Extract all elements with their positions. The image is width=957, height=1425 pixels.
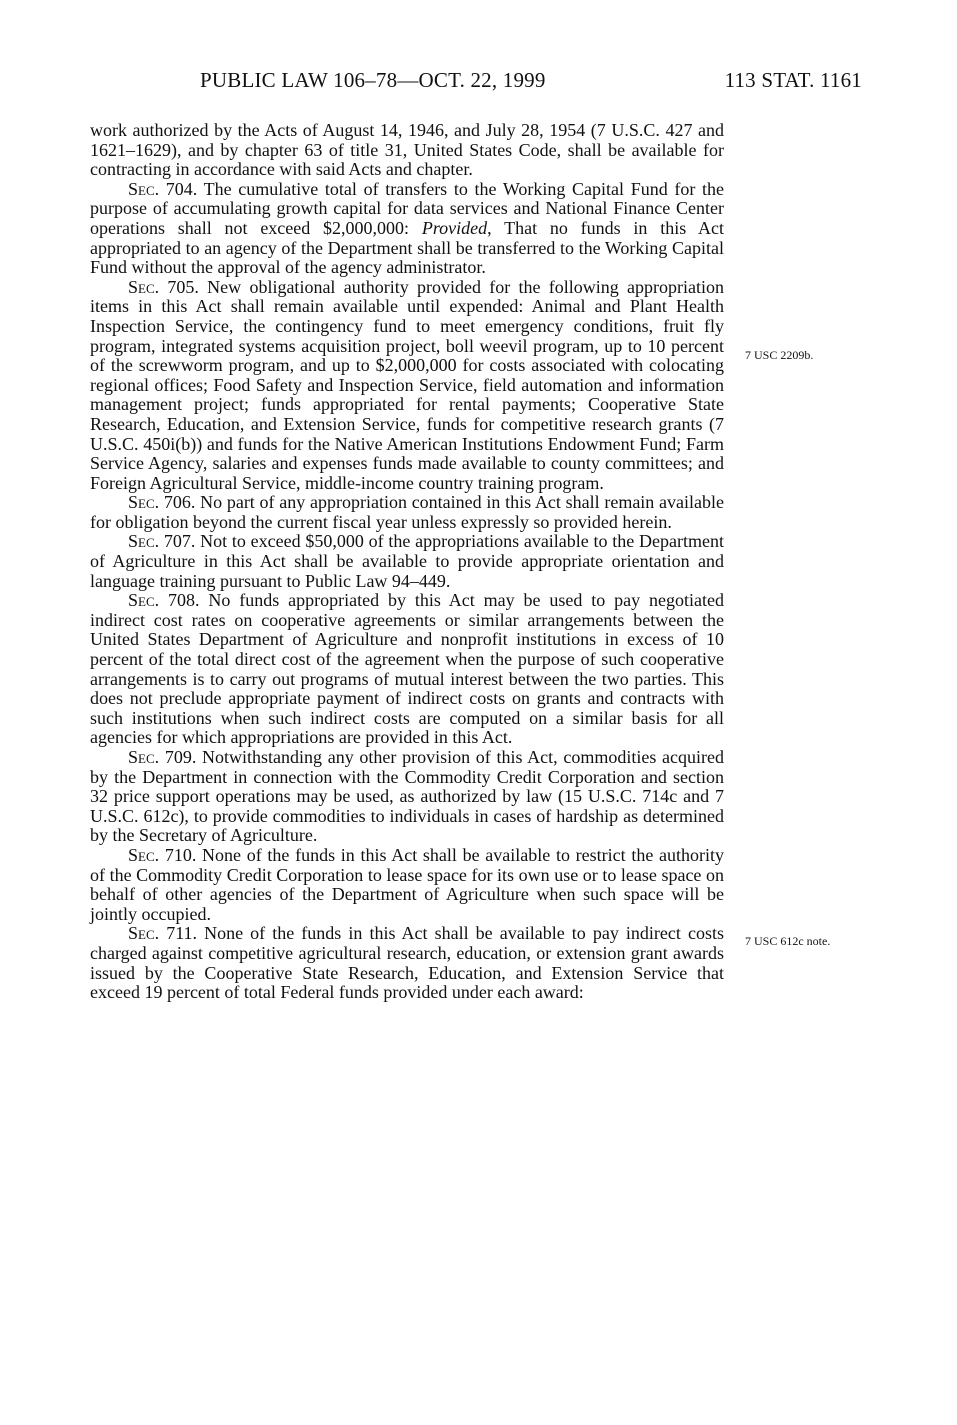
section-number: Sec. 711. [128,923,198,944]
section-number: Sec. 707. [128,531,196,552]
section-number: Sec. 709. [128,747,197,767]
section-705: Sec. 705. New obligational authority provided for the following appropriation items in this Act shall remain available until expended: Animal and Plant Health Inspection Service, the contingency fund to meet emergency conditions, fruit fly program, integrated systems acquisition project, boll weevil program, up to 10 percent of the screwworm program, and up to $2,000,000 for costs associated with colocating regional offices; Food Safety and Inspection Service, field automation and information management project; funds appropriated for rental payments; Cooperative State Research, Education, and Extension Service, funds for competitive research grants (7 U.S.C. 450i(b)) and funds for the Native American Institutions Endowment Fund; Farm Service Agency, salaries and expenses funds made available to county committees; and Foreign Agricultural Service, middle-income country training program. [90,276,725,493]
header-law-citation: PUBLIC LAW 106–78—OCT. 22, 1999 [200,68,546,92]
section-number: Sec. 710. [128,844,197,865]
section-708: Sec. 708. No funds appropriated by this Act may be used to pay negotiated indirect cost rates on cooperative agreements or similar arrangements between the United States Department of Agriculture and nonprofit institutions in excess of 10 percent of the total direct cost of the agreement when the purpose of such cooperative arrangements is to carry out programs of mutual interest between the two parties. This does not preclude appropriate payment of indirect costs on grants and contracts with such institutions when such indirect costs are computed on a similar basis for all agencies for which appropriations are provided in this Act. [90,590,724,748]
paragraph-continuation: work authorized by the Acts of August 14, 1946, and July 28, 1954 (7 U.S.C. 427 and 1621–1629), and by chapter 63 of title 31, United States Code, shall be available for contracting in accordance with said Acts and chapter. [90,120,724,180]
section-706: Sec. 706. No part of any appropriation contained in this Act shall remain available for obligation beyond the current fiscal year unless expressly so provided herein. [90,492,724,532]
section-number: Sec. 705. [128,276,199,297]
margin-note-705: 7 USC 2209b. [745,348,814,362]
section-710: Sec. 710. None of the funds in this Act shall be available to restrict the authority of the Commodity Credit Corporation to lease space for its own use or to lease space on behalf of other agencies of the Department of Agriculture when such space will be jointly occupied. [90,844,725,924]
page-header [200,68,862,93]
body-text [90,121,724,1003]
section-704: Sec. 704. The cumulative total of transfers to the Working Capital Fund for the purpose of accumulating growth capital for data services and National Finance Center operations shall not exceed $2,000,000: Provided, That no funds in this Act appropriated to an agency of the Department shall be transferred to the Working Capital Fund without the approval of the agency administrator. [90,178,725,278]
section-709: Sec. 709. Notwithstanding any other provision of this Act, commodities acquired by the Department in connection with the Commodity Credit Corporation and section 32 price support operations may be used, as authorized by law (15 U.S.C. 714c and 7 U.S.C. 612c), to provide commodities to individuals in cases of hardship as determined by the Secretary of Agriculture. [90,747,725,846]
section-number: Sec. 704. [128,178,198,199]
header-stat-page: 113 STAT. 1161 [724,68,862,92]
section-711: Sec. 711. None of the funds in this Act shall be available to pay indirect costs charged against competitive agricultural research, education, or extension grant awards issued by the Cooperative State Research, Education, and Extension Service that exceed 19 percent of total Federal funds provided under each award: [90,923,724,1003]
section-707: Sec. 707. Not to exceed $50,000 of the appropriations available to the Department of Agriculture in this Act shall be available to provide appropriate orientation and language training pursuant to Public Law 94–449. [90,531,725,591]
section-number: Sec. 706. [128,492,196,513]
margin-note-709: 7 USC 612c note. [745,934,831,948]
section-number: Sec. 708. [128,590,200,611]
